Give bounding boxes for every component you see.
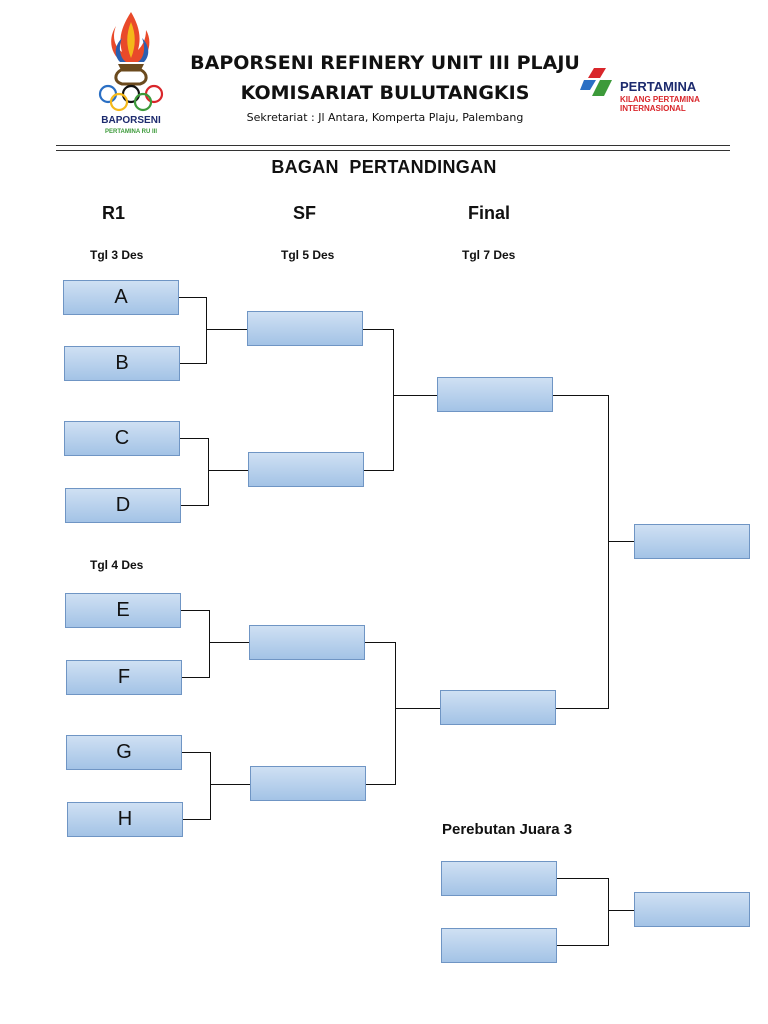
pertamina-line2: INTERNASIONAL xyxy=(620,104,686,113)
logo-left-text: BAPORSENI xyxy=(101,115,161,126)
connector-line xyxy=(209,642,249,643)
champion-box xyxy=(634,524,750,559)
connector-line xyxy=(556,708,608,709)
connector-line xyxy=(180,363,206,364)
connector-line xyxy=(366,784,395,785)
connector-line xyxy=(557,945,608,946)
third-place-winner-box xyxy=(634,892,750,927)
bracket-heading: BAGAN PERTANDINGAN xyxy=(271,157,497,177)
pertamina-name: PERTAMINA xyxy=(620,79,697,94)
round-label-final: Final xyxy=(468,203,511,223)
connector-line xyxy=(181,610,209,611)
team-box-f: F xyxy=(66,660,182,695)
semifinal-box-1 xyxy=(247,311,363,346)
pertamina-mark-icon xyxy=(580,66,622,100)
logo-left-subtext: PERTAMINA RU III xyxy=(105,129,157,135)
third-place-box-1 xyxy=(441,861,557,896)
connector-line xyxy=(363,329,393,330)
semifinal-box-4 xyxy=(250,766,366,801)
connector-line xyxy=(393,395,437,396)
date-r1-bottom: Tgl 4 Des xyxy=(90,558,144,572)
semifinal-box-2 xyxy=(248,452,364,487)
final-box-bottom xyxy=(440,690,556,725)
team-box-b: B xyxy=(64,346,180,381)
secretariat-address: Sekretariat : Jl Antara, Komperta Plaju, Palembang xyxy=(246,111,524,124)
team-box-a: A xyxy=(63,280,179,315)
connector-line xyxy=(182,752,210,753)
connector-line xyxy=(208,470,248,471)
connector-line xyxy=(364,470,393,471)
pertamina-line1: KILANG PERTAMINA xyxy=(620,95,700,104)
connector-line xyxy=(365,642,395,643)
date-final: Tgl 7 Des xyxy=(462,248,516,262)
connector-line xyxy=(557,878,608,879)
connector-line xyxy=(210,752,211,820)
pertamina-logo xyxy=(580,66,622,100)
connector-line xyxy=(209,610,210,678)
third-place-box-2 xyxy=(441,928,557,963)
connector-line xyxy=(206,329,247,330)
connector-line xyxy=(206,297,207,364)
team-box-h: H xyxy=(67,802,183,837)
team-box-g: G xyxy=(66,735,182,770)
date-sf: Tgl 5 Des xyxy=(281,248,335,262)
connector-line xyxy=(180,438,208,439)
final-box-top xyxy=(437,377,553,412)
connector-line xyxy=(608,395,609,709)
connector-line xyxy=(393,329,394,471)
date-r1-top: Tgl 3 Des xyxy=(90,248,144,262)
connector-line xyxy=(210,784,250,785)
header-title-line1: BAPORSENI REFINERY UNIT III PLAJU xyxy=(190,52,580,74)
connector-line xyxy=(608,541,634,542)
connector-line xyxy=(179,297,206,298)
connector-line xyxy=(182,677,209,678)
round-label-r1: R1 xyxy=(102,203,126,223)
team-box-c: C xyxy=(64,421,180,456)
third-place-label: Perebutan Juara 3 xyxy=(442,821,573,838)
connector-line xyxy=(608,878,609,946)
header-divider-bottom xyxy=(56,150,730,151)
connector-line xyxy=(395,642,396,785)
team-box-e: E xyxy=(65,593,181,628)
connector-line xyxy=(608,910,634,911)
torch-rings-icon xyxy=(92,8,170,116)
connector-line xyxy=(395,708,440,709)
connector-line xyxy=(208,438,209,506)
semifinal-box-3 xyxy=(249,625,365,660)
connector-line xyxy=(183,819,210,820)
header-title-line2: KOMISARIAT BULUTANGKIS xyxy=(240,82,530,104)
connector-line xyxy=(181,505,208,506)
header-divider-top xyxy=(56,145,730,146)
connector-line xyxy=(553,395,608,396)
round-label-sf: SF xyxy=(293,203,317,223)
team-box-d: D xyxy=(65,488,181,523)
